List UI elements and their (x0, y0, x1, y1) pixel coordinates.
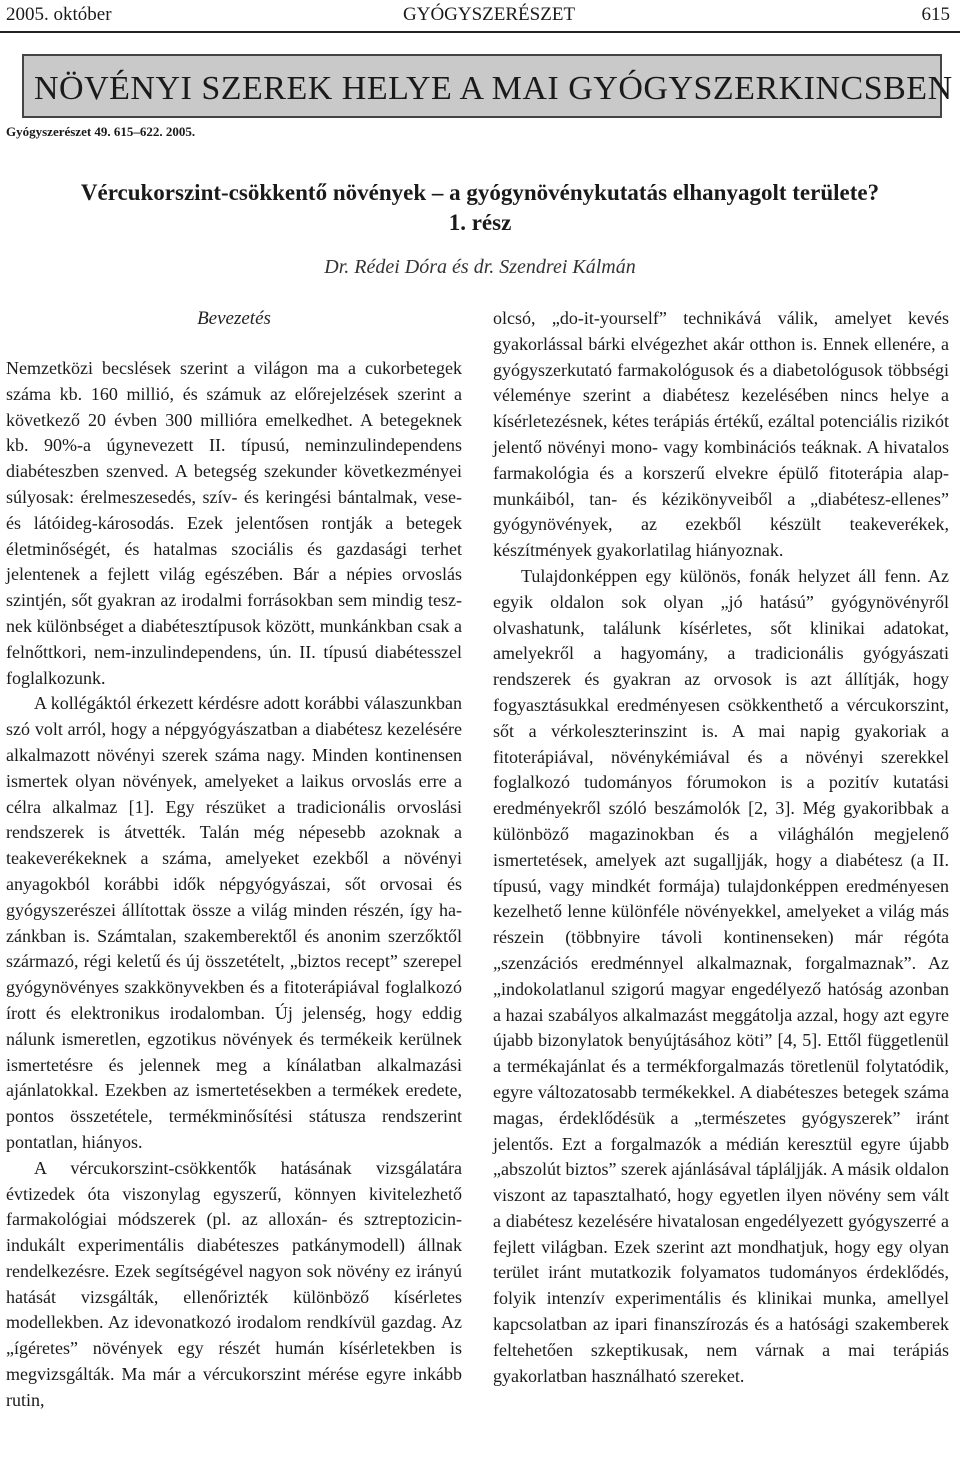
paragraph: Tulajdonképpen egy különös, fonák helyzet áll fenn. Az egyik oldalon sok olyan „jó hatású” gyógynövényről olvashatunk, találunk kísérletes, sőt klinikai adatokat, amelyekről a hagyomány, a tradicionális gyógyászati rendszerek és gyakran az orvosok is azt állítják, hogy fogyasztásukkal eredményesen csökkenthető a vércukorszint, sőt a vérkoleszterinszint is. A mai napig gyakoriak a fitoterápiával, növénykémiával és a növényi szerekkel foglalkozó tudományos fórumokon is a pozitív kutatási eredményekről szóló beszámolók [2, 3]. Még gyakoribbak a különböző magazinokban és a világhálón megjelenő ismertetések, amelyek azt sugalljják, hogy a diabétesz (a II. típusú, vagy mindkét formája) tulajdonképpen eredményesen kezelhető lenne különféle növényekkel, amelyeket a világ más részein (többnyire távoli kontinenseken) már régóta „szenzációs eredménnyel alkalmaznak, forgalmaznak”. Az „indokolatlanul szigorú magyar engedélyező hatóság azonban a hazai szabályos alkalmazást meggátolja azzal, hogy azt egyre újabb bizonylatok benyújtásához köti” [4, 5]. Ettől függetlenül a termékajánlat és a termékforgalmazás töretlenül folytatódik, egyre változatosabb termékekkel. A diabéteszes betegek száma magas, érdeklődésük a „természetes gyógyszerek” iránt jelentős. Ezt a forgalmazók a médián keresztül egyre újabb „abszolút biztos” szerek ajánlásával tápláljják. A másik oldalon viszont az tapasztalható, hogy egyetlen ilyen növény sem vált a diabétesz kezelésére hivatalosan engedélyezett gyógyszerré a fejlett világban. Ezek szerint azt mondhatjuk, hogy egy olyan terület iránt mutatkozik folyamatos tudományos érdeklődés, folyik intenzív experimentális és klinikai munka, amellyel kapcsolatban az ipari finanszírozás és a hatósági szakemberek feltehetően szkeptikusak, nem várnak a mai terápiás gyakorlatban használható szereket. (493, 565, 949, 1386)
paragraph: A kollégáktól érkezett kérdésre adott korábbi válaszunkban szó volt arról, hogy a népgyógyászatban a diabétesz kezelésére alkalmazott növényi szerek száma nagy. Minden kontinensen ismertek olyan növények, amelyeket a laikus orvoslás erre a célra alkalmaz [1]. Egy részüket a tradicionális orvoslási rendszerek is átvették. Talán még népesebb azoknak a teakeverékeknek a száma, amelyeket ezekből a növényi anyagokból korábbi idők népgyógyászai, sőt orvosai és gyógyszerészei állítottak össze a világ minden részén, így hazánkban is. Számtalan, szakemberektől és anonim szerzőktől származó, régi keletű és új összetételt, „biztos recept” szerepel gyógynövényes szakkönyvekben és a fitoterápiával foglalkozó írott és elektronikus irodalomban. Új jelenség, hogy eddig nálunk ismeretlen, egzotikus növények és termékeik kerülnek ismertetésre és jelennek meg a kínálatban alkalmazási ajánlatokkal. Ezekben az ismertetésekben a termékek eredete, pontos összetétele, termékminősítési státusza rendszerint pontatlan, hiányos. (6, 693, 462, 1152)
article-title (0, 178, 960, 238)
article-title-line2: 1. rész (448, 210, 512, 235)
running-head (6, 4, 950, 28)
section-banner (22, 54, 953, 118)
citation: Gyógyszerészet 49. 615–622. 2005. (6, 124, 196, 139)
paragraph: A vércukorszint-csökkentők hatásának vizsgálatára évtizedek óta viszonylag egyszerű, könnyen kivitelezhető farmakológiai módszerek (pl. az alloxán- és sztreptozicin-indukált experimentális diabéteszes patkánymodell) állnak rendelkezésre. Ezek segítségével nagyon sok növény ez irányú hatását vizsgálták, ellenőrizték különböző kísérletes modellekben. Az idevonatkozó irodalom rendkívül gazdag. Az „ígéretes” növények egy részét humán kísérletekben is megvizsgálták. Ma már a vércukorszint mérése egyre inkább rutin, (6, 1157, 462, 1410)
header-date: 2005. október (6, 4, 112, 25)
header-page-number: 615 (921, 4, 950, 25)
paragraph: olcsó, „do-it-yourself” technikává válik, amelyet kevés gyakorlással bárki elvégezhet akár otthon is. Ennek ellenére, a gyógyszerkutató farmakológusok és a diabetológusok többségi véleménye szerint a diabétesz kezelésében nincs helye a kísérletezésnek, kétes terápiás értékű, ezáltal potenciális rizikót jelentő növényi mono- vagy kombinációs teáknak. A hivatalos farmakológia és a korszerű elvekre épülő fitoterápia alapmunkáiból, tan- és kézikönyveiből a „diabétesz-ellenes” gyógynövények, az ezekből készült teakeverékek, készítmények gyakorlatilag hiányoznak. (493, 308, 949, 561)
article-title-line1: Vércukorszint-csökkentő növények – a gyógynövénykutatás elhanyagolt területe? (80, 180, 880, 205)
banner-title: NÖVÉNYI SZEREK HELYE A MAI GYÓGYSZERKINCSBEN (34, 70, 953, 107)
header-rule (0, 31, 960, 33)
left-column (6, 306, 462, 1414)
authors: Dr. Rédei Dóra és dr. Szendrei Kálmán (324, 256, 636, 278)
section-heading: Bevezetés (197, 308, 271, 329)
paragraph: Nemzetközi becslések szerint a világon ma a cukorbetegek száma kb. 160 millió, és számuk az előrejelzések szerint a következő 20 évben 300 millióra emelkedhet. A betegeknek kb. 90%-a úgynevezett II. típusú, neminzulindependens diabéteszben szenved. A betegség szekunder következményei súlyosak: érelmeszesedés, szív- és keringési bántalmak, vese- és látóideg-károsodás. Ezek jelentősen rontják a betegek életminőségét, és hatalmas szociális és gazdasági terhet jelentenek a fejlett világ egészében. Bár a népies orvoslás szintjén, sőt gyakran az irodalmi forrásokban sem mindig tesznek különbséget a diabétesztípusok között, munkánkban csak a felnőttkori, nem-inzulindependens, ún. II. típusú diabétesszel foglalkozunk. (6, 358, 462, 688)
header-journal: GYÓGYSZERÉSZET (403, 4, 576, 25)
right-column (493, 306, 949, 1389)
